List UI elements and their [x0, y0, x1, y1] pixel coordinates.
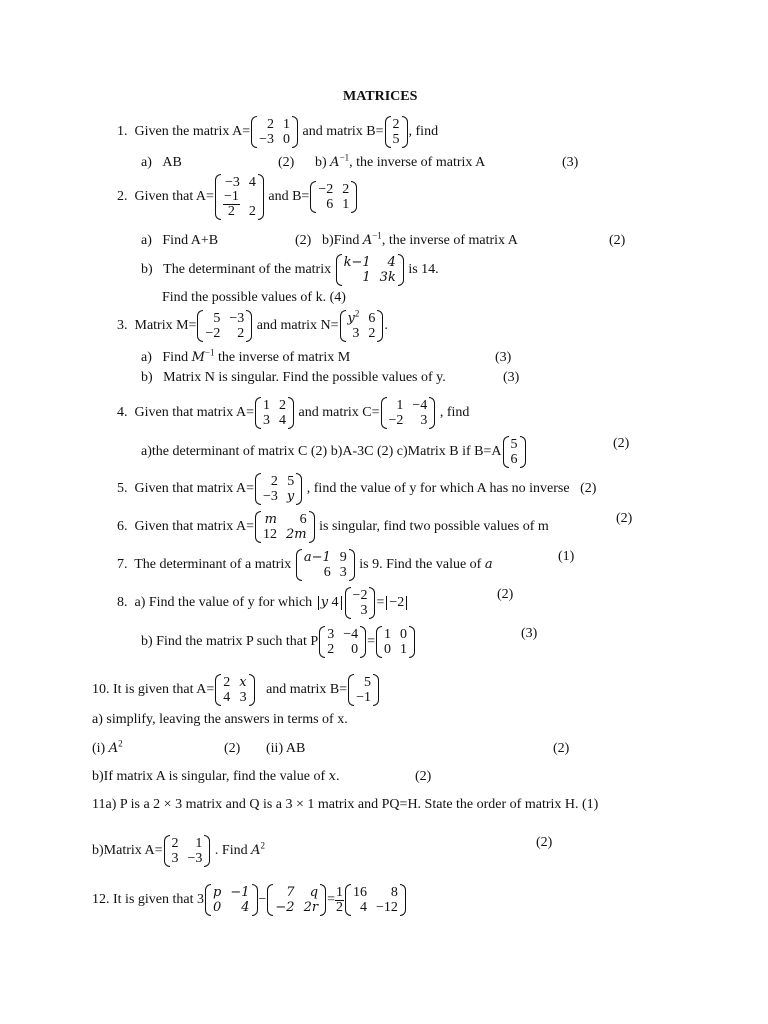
question-2: 2. Given that A= −3 4 $\frac{-1}{2}$ 2 and B= −2 2 6 1	[117, 174, 358, 220]
q2-part-a: a) Find A+B (2) b)Find $A^{-1}$, the inverse of matrix A (2)	[141, 230, 626, 248]
question-6: 6. Given that matrix A= m 6 12 2m is singular, find two possible values of m (2)	[117, 511, 633, 542]
q2-part-b-cont: Find the possible values of k. (4)	[162, 290, 346, 305]
question-4: 4. Given that matrix A= 1 2 3 4 and matrix C= 1 −4 −2 3 , find	[117, 398, 470, 428]
question-10: 10. It is given that A= 2 x 4 3 and matrix B= 5 −1	[92, 674, 380, 706]
q2-matrix-c: k−1 4 1 3k	[336, 254, 404, 286]
q1-text: Given the matrix A=	[134, 124, 251, 140]
q2-matrix-b: −2 2 6 1	[310, 181, 357, 213]
q12-matrix-a: p −1 0 4	[205, 884, 258, 916]
q4-matrix-c: 1 −4 −2 3	[381, 397, 436, 429]
question-8: 8. a) Find the value of y for which y 4 −2 3 = −2 (2)	[117, 587, 514, 618]
q8-matrix-a: −2 3	[345, 587, 376, 619]
q1-number: 1.	[117, 124, 128, 140]
q12-fraction: $\frac{1}{2}$	[335, 884, 343, 915]
question-7: 7. The determinant of a matrix a−1 9 6 3 is 9. Find the value of a (1)	[117, 549, 575, 580]
q3-matrix-m: 5 −3 −2 2	[197, 310, 252, 342]
q3-matrix-n: $y^2$ 6 3 2	[340, 310, 384, 342]
question-12: 12. It is given that 3 p −1 0 4 − 7 q −2 2r = $\frac{1}{2}$ 16 8 4 −12	[92, 884, 407, 916]
q7-matrix-a: a−1 9 6 3	[296, 549, 355, 581]
q8-matrix-c: 1 0 0 1	[376, 626, 415, 658]
q2-part-b: b) The determinant of the matrix k−1 4 1 3k is 14.	[141, 255, 439, 285]
q1-matrix-b: 2 5	[385, 116, 408, 148]
q8-part-b: b) Find the matrix P such that P 3 −4 2 0 = 1 0 0 1 (3)	[141, 626, 538, 657]
q4-parts: a)the determinant of matrix C (2) b)A-3C (2) c)Matrix B if B=A 5 6 (2)	[141, 436, 630, 467]
question-11b: b)Matrix A= 2 1 3 −3 . Find $A^2$ (2)	[92, 835, 553, 866]
q11-matrix-a: 2 1 3 −3	[164, 835, 211, 867]
q2-matrix-a: −3 4 $\frac{-1}{2}$ 2	[215, 174, 264, 220]
q10-matrix-b: 5 −1	[348, 674, 379, 706]
q1-matrix-a: 2 1 −3 0	[251, 116, 298, 148]
question-3: 3. Matrix M= 5 −3 −2 2 and matrix N= $y^2$ 6 3 2 .	[117, 308, 388, 341]
q8-matrix-b: 3 −4 2 0	[319, 626, 366, 658]
q10-part-a-items: (i) $A^2$ (2) (ii) AB (2)	[92, 738, 570, 756]
q1-parts: a) AB (2) b) $A^{-1}$, the inverse of matrix A (3)	[141, 152, 579, 170]
q10-part-a: a) simplify, leaving the answers in terms of x.	[92, 712, 348, 727]
q4-matrix-a: 1 2 3 4	[255, 397, 294, 429]
question-1: 1. Given the matrix A= 2 1 −3 0 and matrix B= 2 5 , find	[117, 117, 439, 147]
q10-matrix-a: 2 x 4 3	[215, 674, 254, 706]
q4-matrix-d: 5 6	[503, 436, 526, 468]
q12-matrix-c: 16 8 4 −12	[345, 884, 406, 916]
q3-part-b: b) Matrix N is singular. Find the possible values of y. (3)	[141, 370, 520, 385]
q5-matrix-a: 2 5 −3 y	[255, 473, 302, 505]
q10-part-b: b)If matrix A is singular, find the value of x. (2)	[92, 769, 432, 784]
q6-matrix-a: m 6 12 2m	[255, 511, 315, 543]
q12-matrix-b: 7 q −2 2r	[267, 884, 326, 916]
question-11a: 11a) P is a 2 × 3 matrix and Q is a 3 × 1 matrix and PQ=H. State the order of matrix H. (1)	[92, 797, 599, 812]
page-title: MATRICES	[343, 89, 418, 104]
question-5: 5. Given that matrix A= 2 5 −3 y , find the value of y for which A has no inverse (2)	[117, 474, 597, 504]
q3-part-a: a) Find $M^{-1}$ the inverse of matrix M (3)	[141, 347, 512, 365]
